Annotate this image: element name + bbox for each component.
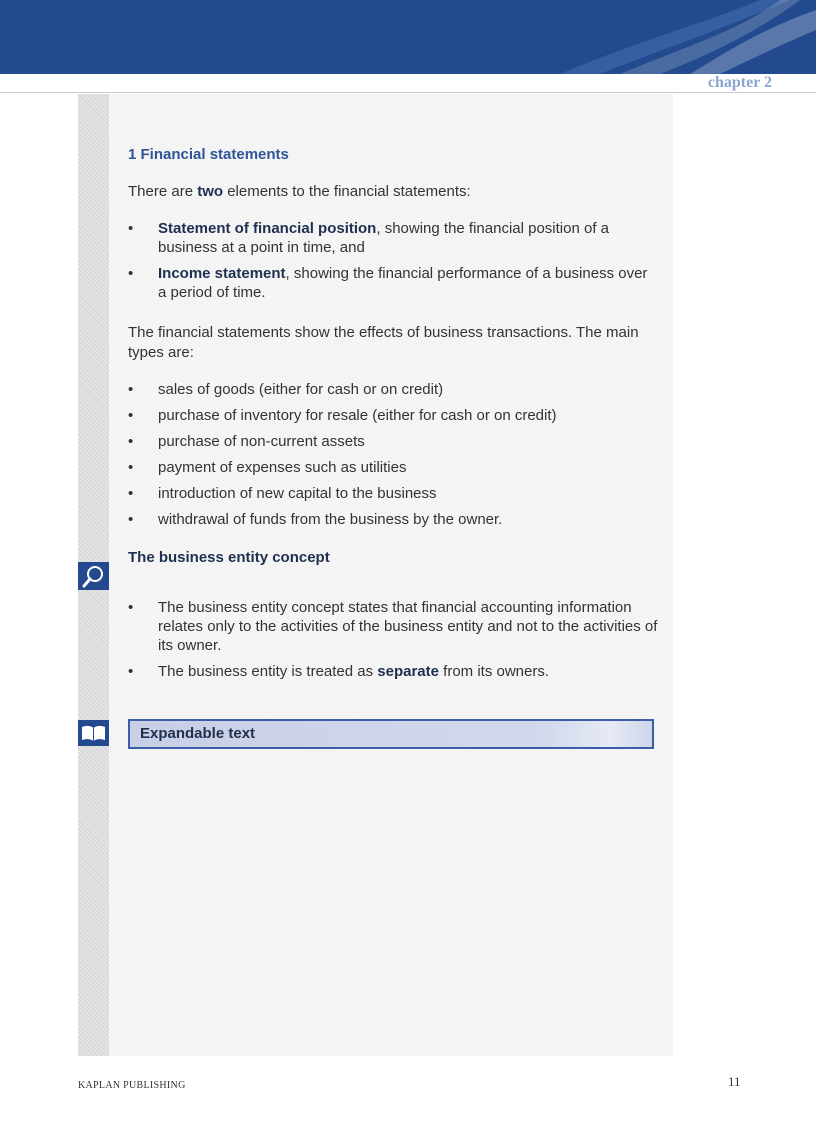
expandable-marker <box>78 720 109 746</box>
list-item: • withdrawal of funds from the business by the owner. <box>128 510 658 529</box>
section-title: 1 Financial statements <box>128 146 289 163</box>
expandable-text-label[interactable]: Expandable text <box>140 725 256 742</box>
statements-list <box>128 219 658 302</box>
transactions-list <box>128 380 658 529</box>
list-item: • Statement of financial position, showing the financial position of a business at a point in time, and <box>128 219 658 257</box>
main-content <box>128 146 658 681</box>
magnifier-icon <box>78 562 109 590</box>
list-item: • introduction of new capital to the business <box>128 484 658 503</box>
footer-publisher: KAPLAN PUBLISHING <box>78 1080 186 1091</box>
list-item: • sales of goods (either for cash or on credit) <box>128 380 658 399</box>
header-banner <box>0 0 816 74</box>
list-item: • The business entity concept states that financial accounting information relates only to the activities of the business entity and not to the activities of its owner. <box>128 598 658 655</box>
list-item: • purchase of non-current assets <box>128 432 658 451</box>
header-rule <box>0 92 816 93</box>
open-book-icon <box>78 720 109 746</box>
entity-concept-list <box>128 598 658 681</box>
footer-page-number: 11 <box>728 1074 741 1089</box>
intro-emphasis: two <box>197 183 224 200</box>
list-item: • purchase of inventory for resale (either for cash or on credit) <box>128 406 658 425</box>
list-item: • The business entity is treated as separate from its owners. <box>128 662 658 681</box>
definition-marker <box>78 562 109 590</box>
list-item: • payment of expenses such as utilities <box>128 458 658 477</box>
expandable-text-panel[interactable] <box>128 719 654 749</box>
transactions-intro: The financial statements show the effects of business transactions. The main types are: <box>128 324 639 361</box>
list-item: • Income statement, showing the financial performance of a business over a period of time. <box>128 264 658 302</box>
entity-concept-title: The business entity concept <box>128 549 330 566</box>
intro-paragraph: There are two elements to the financial statements: <box>128 183 471 200</box>
chapter-label: chapter 2 <box>707 74 772 91</box>
banner-swoosh-graphic <box>0 0 816 74</box>
